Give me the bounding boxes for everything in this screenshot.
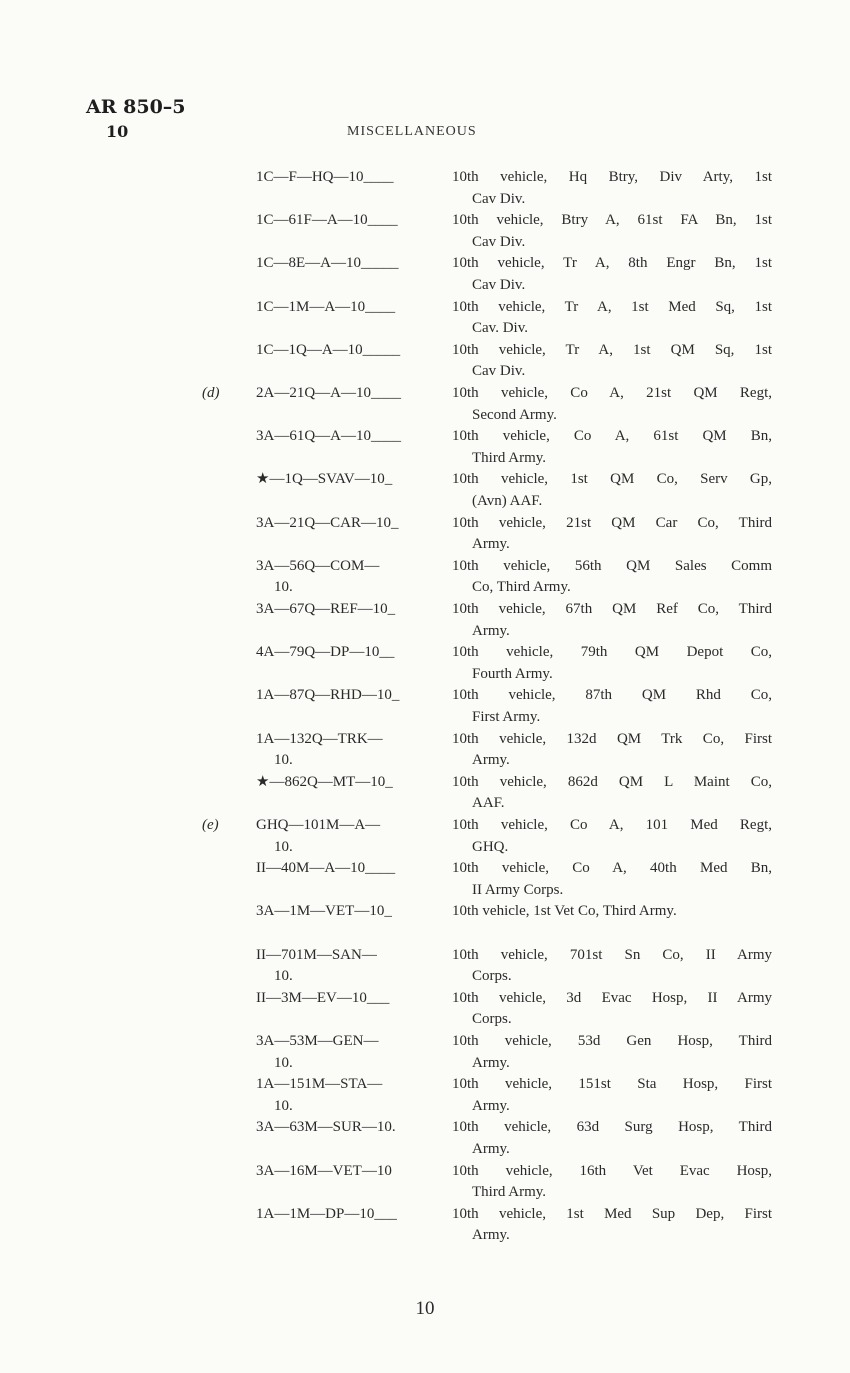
vehicle-code-continuation: 10.	[274, 968, 293, 985]
vehicle-code-continuation: 10.	[274, 1054, 293, 1071]
vehicle-code	[256, 945, 444, 988]
description-line: 10th vehicle, Co A, 21st QM Regt,	[452, 385, 772, 401]
vehicle-code-line: 1A—87Q—RHD—10_	[256, 687, 400, 704]
description-continuation: Army.	[472, 536, 510, 553]
vehicle-code-line: GHQ—101M—A—	[256, 817, 381, 833]
vehicle-code	[256, 513, 444, 535]
vehicle-code-line: 3A—67Q—REF—10_	[256, 601, 396, 617]
vehicle-code	[256, 469, 444, 491]
vehicle-code-line: II—40M—A—10____	[256, 860, 396, 877]
vehicle-code-line: ★—1Q—SVAV—10_	[256, 471, 393, 488]
vehicle-code	[256, 1031, 444, 1074]
paragraph-marker: (e)	[202, 817, 219, 833]
vehicle-code-line: 3A—21Q—CAR—10_	[256, 514, 399, 531]
vehicle-description	[452, 556, 772, 599]
description-line: 10th vehicle, Tr A, 1st QM Sq, 1st	[452, 341, 772, 358]
vehicle-code	[256, 1074, 444, 1117]
vehicle-code-line: 1A—151M—STA—	[256, 1076, 383, 1093]
vehicle-description	[452, 1031, 772, 1074]
vehicle-description	[452, 815, 772, 858]
description-continuation: Army.	[472, 1140, 510, 1157]
description-line: 10th vehicle, 79th QM Depot Co,	[452, 644, 772, 661]
vehicle-code	[256, 685, 444, 707]
vehicle-code	[256, 556, 444, 599]
footer-page-number: 10	[415, 1298, 435, 1319]
vehicle-code	[256, 1204, 444, 1226]
vehicle-code	[256, 858, 444, 880]
vehicle-code-line: 1A—1M—DP—10___	[256, 1205, 397, 1222]
description-line: 10th vehicle, 701st Sn Co, II Army	[452, 946, 772, 963]
vehicle-code	[256, 340, 444, 362]
description-line: 10th vehicle, 56th QM Sales Comm	[452, 557, 772, 574]
vehicle-description	[452, 858, 772, 901]
vehicle-description	[452, 513, 772, 556]
vehicle-code-line: 1C—F—HQ—10____	[256, 169, 394, 185]
paragraph-marker: (d)	[202, 385, 220, 401]
description-continuation: Corps.	[472, 1011, 512, 1028]
vehicle-code-line: II—701M—SAN—	[256, 946, 377, 963]
vehicle-code	[256, 729, 444, 772]
vehicle-description	[452, 297, 772, 340]
vehicle-code-line: 1A—132Q—TRK—	[256, 730, 383, 747]
vehicle-code-line: 1C—1M—A—10____	[256, 298, 396, 315]
vehicle-description	[452, 383, 772, 426]
vehicle-code-line: 1C—8E—A—10_____	[256, 255, 399, 272]
description-continuation: Fourth Army.	[472, 665, 553, 682]
vehicle-description	[452, 772, 772, 815]
description-line: 10th vehicle, Co A, 101 Med Regt,	[452, 817, 772, 833]
vehicle-code	[256, 1117, 444, 1139]
vehicle-code-line: 3A—63M—SUR—10.	[256, 1119, 396, 1136]
vehicle-code-continuation: 10.	[274, 752, 293, 769]
description-line: 10th vehicle, 63d Surg Hosp, Third	[452, 1119, 772, 1136]
vehicle-code	[256, 988, 444, 1010]
description-line: 10th vehicle, 862d QM L Maint Co,	[452, 773, 772, 790]
description-line: 10th vehicle, 87th QM Rhd Co,	[452, 687, 772, 704]
description-line: 10th vehicle, 132d QM Trk Co, First	[452, 730, 772, 747]
description-continuation: Cav Div.	[472, 276, 526, 293]
description-line: 10th vehicle, 1st QM Co, Serv Gp,	[452, 471, 772, 488]
vehicle-description	[452, 340, 772, 383]
running-title: MISCELLANEOUS	[347, 124, 477, 139]
vehicle-code	[256, 426, 444, 448]
description-continuation: Cav Div.	[472, 363, 526, 380]
description-line: 10th vehicle, 1st Vet Co, Third Army.	[452, 903, 677, 920]
description-continuation: Second Army.	[472, 406, 557, 423]
description-line: 10th vehicle, 67th QM Ref Co, Third	[452, 601, 772, 617]
description-continuation: Third Army.	[472, 449, 547, 466]
description-line: 10th vehicle, 53d Gen Hosp, Third	[452, 1033, 772, 1049]
description-line: 10th vehicle, 3d Evac Hosp, II Army	[452, 989, 772, 1006]
vehicle-code-line: 1C—1Q—A—10_____	[256, 341, 401, 358]
vehicle-code-continuation: 10.	[274, 579, 293, 596]
vehicle-code-continuation: 10.	[274, 1097, 293, 1114]
vehicle-code	[256, 167, 444, 189]
description-line: 10th vehicle, Tr A, 1st Med Sq, 1st	[452, 298, 772, 315]
vehicle-description	[452, 1117, 772, 1160]
description-continuation: Army.	[472, 622, 510, 639]
description-line: 10th vehicle, 1st Med Sup Dep, First	[452, 1205, 772, 1222]
vehicle-code-continuation: 10.	[274, 838, 293, 855]
description-continuation: AAF.	[472, 795, 505, 812]
vehicle-description	[452, 1074, 772, 1117]
vehicle-code-line: 3A—16M—VET—10	[256, 1162, 392, 1179]
description-continuation: Co, Third Army.	[472, 579, 571, 596]
vehicle-description	[452, 599, 772, 642]
description-continuation: II Army Corps.	[472, 881, 564, 898]
description-continuation: Army.	[472, 1054, 510, 1071]
description-continuation: First Army.	[472, 708, 541, 725]
vehicle-description	[452, 642, 772, 685]
vehicle-description	[452, 253, 772, 296]
vehicle-code-line: 3A—1M—VET—10_	[256, 903, 392, 920]
vehicle-code	[256, 383, 444, 405]
description-continuation: Cav Div.	[472, 233, 526, 250]
vehicle-code-line: 3A—61Q—A—10____	[256, 428, 401, 445]
vehicle-description	[452, 901, 772, 923]
vehicle-code-line: 2A—21Q—A—10____	[256, 385, 401, 401]
description-line: 10th vehicle, Tr A, 8th Engr Bn, 1st	[452, 255, 772, 272]
vehicle-code	[256, 297, 444, 319]
vehicle-code-line: 4A—79Q—DP—10__	[256, 644, 395, 661]
vehicle-code-line: II—3M—EV—10___	[256, 989, 390, 1006]
description-continuation: Corps.	[472, 968, 512, 985]
vehicle-code	[256, 210, 444, 232]
description-continuation: Third Army.	[472, 1184, 547, 1201]
vehicle-code	[256, 772, 444, 794]
vehicle-code-line: 3A—53M—GEN—	[256, 1033, 379, 1049]
description-continuation: GHQ.	[472, 838, 509, 855]
vehicle-description	[452, 210, 772, 253]
vehicle-description	[452, 469, 772, 512]
vehicle-description	[452, 167, 772, 210]
vehicle-description	[452, 685, 772, 728]
vehicle-description	[452, 945, 772, 988]
description-continuation: (Avn) AAF.	[472, 492, 543, 509]
vehicle-code-line: 3A—56Q—COM—	[256, 557, 380, 574]
description-continuation: Cav. Div.	[472, 320, 528, 337]
description-continuation: Army.	[472, 1097, 510, 1114]
vehicle-code	[256, 599, 444, 621]
description-line: 10th vehicle, Hq Btry, Div Arty, 1st	[452, 169, 772, 185]
header-page-number: 10	[106, 122, 129, 141]
vehicle-code	[256, 901, 444, 923]
vehicle-description	[452, 426, 772, 469]
vehicle-code-line: 1C—61F—A—10____	[256, 212, 398, 229]
description-line: 10th vehicle, Co A, 61st QM Bn,	[452, 428, 772, 445]
vehicle-description	[452, 1161, 772, 1204]
vehicle-description	[452, 729, 772, 772]
description-continuation: Army.	[472, 1227, 510, 1244]
vehicle-code-line: ★—862Q—MT—10_	[256, 773, 393, 790]
description-line: 10th vehicle, Co A, 40th Med Bn,	[452, 860, 772, 877]
vehicle-code	[256, 815, 444, 858]
description-continuation: Cav Div.	[472, 190, 526, 207]
vehicle-code	[256, 253, 444, 275]
vehicle-description	[452, 988, 772, 1031]
vehicle-code	[256, 1161, 444, 1183]
description-continuation: Army.	[472, 752, 510, 769]
description-line: 10th vehicle, 16th Vet Evac Hosp,	[452, 1162, 772, 1179]
document-code: AR 850–5	[86, 96, 186, 118]
vehicle-code	[256, 642, 444, 664]
vehicle-description	[452, 1204, 772, 1247]
description-line: 10th vehicle, 151st Sta Hosp, First	[452, 1076, 772, 1093]
description-line: 10th vehicle, Btry A, 61st FA Bn, 1st	[452, 212, 772, 229]
description-line: 10th vehicle, 21st QM Car Co, Third	[452, 514, 772, 531]
